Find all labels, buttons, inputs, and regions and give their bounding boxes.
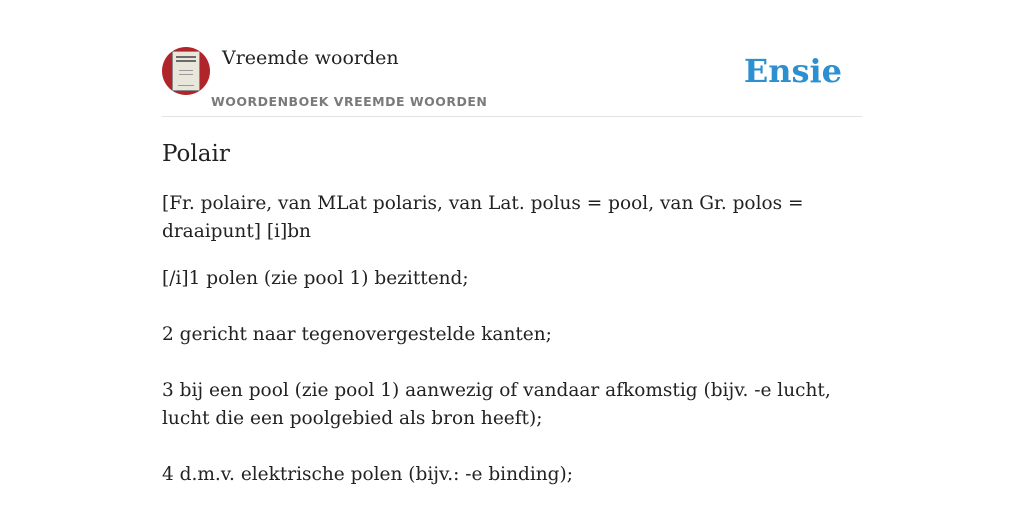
definition-item: 4 d.m.v. elektrische polen (bijv.: -e binding); xyxy=(162,464,573,485)
entry-content xyxy=(162,138,867,512)
definition-item: 2 gericht naar tegenovergestelde kanten; xyxy=(162,324,552,345)
definition-item: 3 bij een pool (zie pool 1) aanwezig of vandaar afkomstig (bijv. -e lucht, lucht die een poolgebied als bron heeft); xyxy=(162,380,831,429)
site-subtitle: WOORDENBOEK VREEMDE WOORDEN xyxy=(211,94,488,109)
site-title[interactable]: Vreemde woorden xyxy=(222,47,399,69)
brand-logo[interactable]: Ensie xyxy=(743,52,842,90)
site-header xyxy=(162,44,862,117)
definition-item: [/i]1 polen (zie pool 1) bezittend; xyxy=(162,268,469,289)
entry-word: Polair xyxy=(162,141,230,167)
definition-list xyxy=(162,265,867,489)
entry-etymology: [Fr. polaire, van MLat polaris, van Lat. polus = pool, van Gr. polos = draaipunt] [i]bn xyxy=(162,193,804,242)
book-cover-avatar[interactable] xyxy=(162,47,210,95)
book-cover-icon xyxy=(172,51,200,91)
